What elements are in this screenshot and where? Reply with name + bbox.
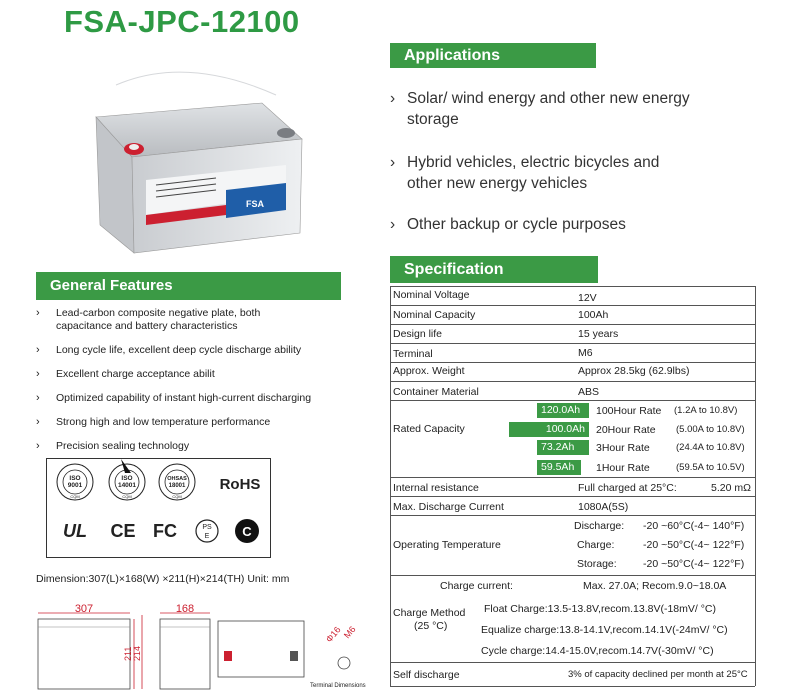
- dimension-text: Dimension:307(L)×168(W) ×211(H)×214(TH) Unit: mm: [36, 573, 290, 585]
- svg-text:E: E: [204, 533, 210, 540]
- chevron-right-icon: ›: [390, 90, 396, 107]
- feature-item: › Precision sealing technology: [36, 440, 190, 452]
- spec-value: Max. 27.0A; Recom.9.0~18.0A: [583, 580, 727, 592]
- spec-label: Approx. Weight: [393, 365, 465, 377]
- temp-mode: Discharge:: [574, 520, 625, 532]
- application-item: › Solar/ wind energy and other new energy: [390, 90, 690, 107]
- rated-capacity-badge: 73.2Ah: [537, 440, 589, 455]
- iso14001-icon: ISO: [121, 475, 133, 482]
- general-features-heading: General Features: [36, 272, 341, 300]
- spec-label: Nominal Voltage: [393, 289, 470, 301]
- spec-value: M6: [578, 347, 593, 359]
- ce-icon: CE: [110, 521, 136, 541]
- chevron-right-icon: ›: [36, 416, 40, 428]
- spec-value: Approx 28.5kg (62.9lbs): [578, 365, 690, 377]
- chevron-right-icon: ›: [36, 392, 40, 404]
- rate-name: 3Hour Rate: [596, 442, 650, 454]
- rate-condition: (1.2A to 10.8V): [674, 405, 738, 416]
- temp-mode: Charge:: [577, 539, 615, 551]
- application-item: › Hybrid vehicles, electric bicycles and: [390, 154, 660, 171]
- spec-label: Design life: [393, 328, 443, 340]
- chevron-right-icon: ›: [36, 440, 40, 452]
- rated-capacity-badge: 100.0Ah: [509, 422, 589, 437]
- temp-range: -20 ~50°C(-4~ 122°F): [643, 558, 745, 570]
- pse-icon: PS: [202, 524, 212, 531]
- rated-capacity-badge: 59.5Ah: [537, 460, 581, 475]
- svg-text:Terminal Dimensions: Terminal Dimensions: [310, 683, 366, 689]
- svg-text:M6: M6: [341, 624, 358, 641]
- dimension-drawings: [34, 603, 384, 695]
- svg-text:9001: 9001: [67, 482, 83, 489]
- spec-label: Container Material: [393, 386, 479, 398]
- rate-condition: (59.5A to 10.5V): [676, 462, 745, 473]
- svg-text:211: 211: [123, 646, 133, 661]
- svg-text:CQM: CQM: [70, 494, 80, 499]
- spec-value: 1080A(5S): [578, 501, 629, 513]
- application-item: › Other backup or cycle purposes: [390, 216, 626, 233]
- cqc-icon: C: [242, 524, 252, 539]
- charge-mode: Float Charge:13.5-13.8V,recom.13.8V(-18mV/ °C): [484, 603, 717, 615]
- svg-text:14001: 14001: [117, 482, 137, 489]
- svg-text:214: 214: [132, 645, 142, 661]
- feature-item: › Excellent charge acceptance abilit: [36, 368, 215, 380]
- svg-text:307: 307: [74, 603, 94, 615]
- certification-box: [46, 458, 271, 558]
- svg-text:CQM: CQM: [122, 494, 132, 499]
- chevron-right-icon: ›: [390, 154, 396, 171]
- rated-capacity-badge: 120.0Ah: [537, 403, 589, 418]
- rohs-icon: RoHS: [219, 476, 261, 493]
- feature-item-cont: capacitance and battery characteristics: [56, 320, 238, 332]
- spec-label: Terminal: [393, 348, 433, 360]
- temp-range: -20 ~50°C(-4~ 122°F): [643, 539, 745, 551]
- application-item-cont: storage: [407, 111, 459, 128]
- feature-item: › Lead-carbon composite negative plate, both: [36, 307, 261, 319]
- spec-value: 15 years: [578, 328, 619, 340]
- chevron-right-icon: ›: [36, 344, 40, 356]
- chevron-right-icon: ›: [390, 216, 396, 233]
- svg-text:168: 168: [175, 603, 195, 615]
- charge-mode: Cycle charge:14.4-15.0V,recom.14.7V(-30mV/ °C): [481, 645, 714, 657]
- rate-condition: (5.00A to 10.8V): [676, 424, 745, 435]
- feature-item: › Optimized capability of instant high-current discharging: [36, 392, 312, 404]
- ul-icon: UL: [63, 521, 87, 541]
- rate-name: 20Hour Rate: [596, 424, 656, 436]
- chevron-right-icon: ›: [36, 368, 40, 380]
- spec-label: Self discharge: [393, 669, 460, 681]
- svg-text:18001: 18001: [168, 483, 186, 489]
- spec-label: Rated Capacity: [393, 423, 465, 435]
- rate-condition: (24.4A to 10.8V): [676, 442, 745, 453]
- spec-value: 12V: [578, 292, 597, 304]
- spec-label: Max. Discharge Current: [393, 501, 504, 513]
- spec-value: 5.20 mΩ: [711, 482, 751, 494]
- fc-icon: FC: [153, 521, 177, 541]
- svg-text:CQM: CQM: [172, 494, 182, 499]
- application-item-cont: other new energy vehicles: [407, 175, 588, 192]
- ohsas-icon: OHSAS: [167, 476, 187, 482]
- feature-item: › Long cycle life, excellent deep cycle discharge ability: [36, 344, 302, 356]
- spec-value: 100Ah: [578, 309, 609, 321]
- feature-item: › Strong high and low temperature performance: [36, 416, 271, 428]
- applications-heading: Applications: [390, 43, 596, 68]
- spec-label: Charge current:: [440, 580, 513, 592]
- specification-heading: Specification: [390, 256, 598, 283]
- rate-name: 1Hour Rate: [596, 462, 650, 474]
- temp-mode: Storage:: [577, 558, 617, 570]
- certification-logos: [47, 459, 272, 559]
- rate-name: 100Hour Rate: [596, 405, 662, 417]
- spec-label: Charge Method: [393, 607, 466, 619]
- spec-value: 3% of capacity declined per month at 25°C: [568, 669, 748, 680]
- spec-label: Internal resistance: [393, 482, 479, 494]
- spec-label: Operating Temperature: [393, 539, 501, 551]
- product-title: FSA-JPC-12100: [64, 4, 300, 39]
- svg-text:Φ16: Φ16: [323, 624, 343, 645]
- battery-image: [86, 55, 318, 265]
- spec-value: Full charged at 25°C:: [578, 482, 677, 494]
- temp-range: -20 ~60°C(-4~ 140°F): [643, 520, 745, 532]
- spec-label: Nominal Capacity: [393, 309, 476, 321]
- spec-value: ABS: [578, 386, 600, 398]
- spec-label: (25 °C): [414, 620, 448, 632]
- svg-text:FSA: FSA: [246, 199, 264, 209]
- chevron-right-icon: ›: [36, 307, 40, 319]
- iso9001-icon: ISO: [69, 475, 81, 482]
- charge-mode: Equalize charge:13.8-14.1V,recom.14.1V(-24mV/ °C): [481, 624, 728, 636]
